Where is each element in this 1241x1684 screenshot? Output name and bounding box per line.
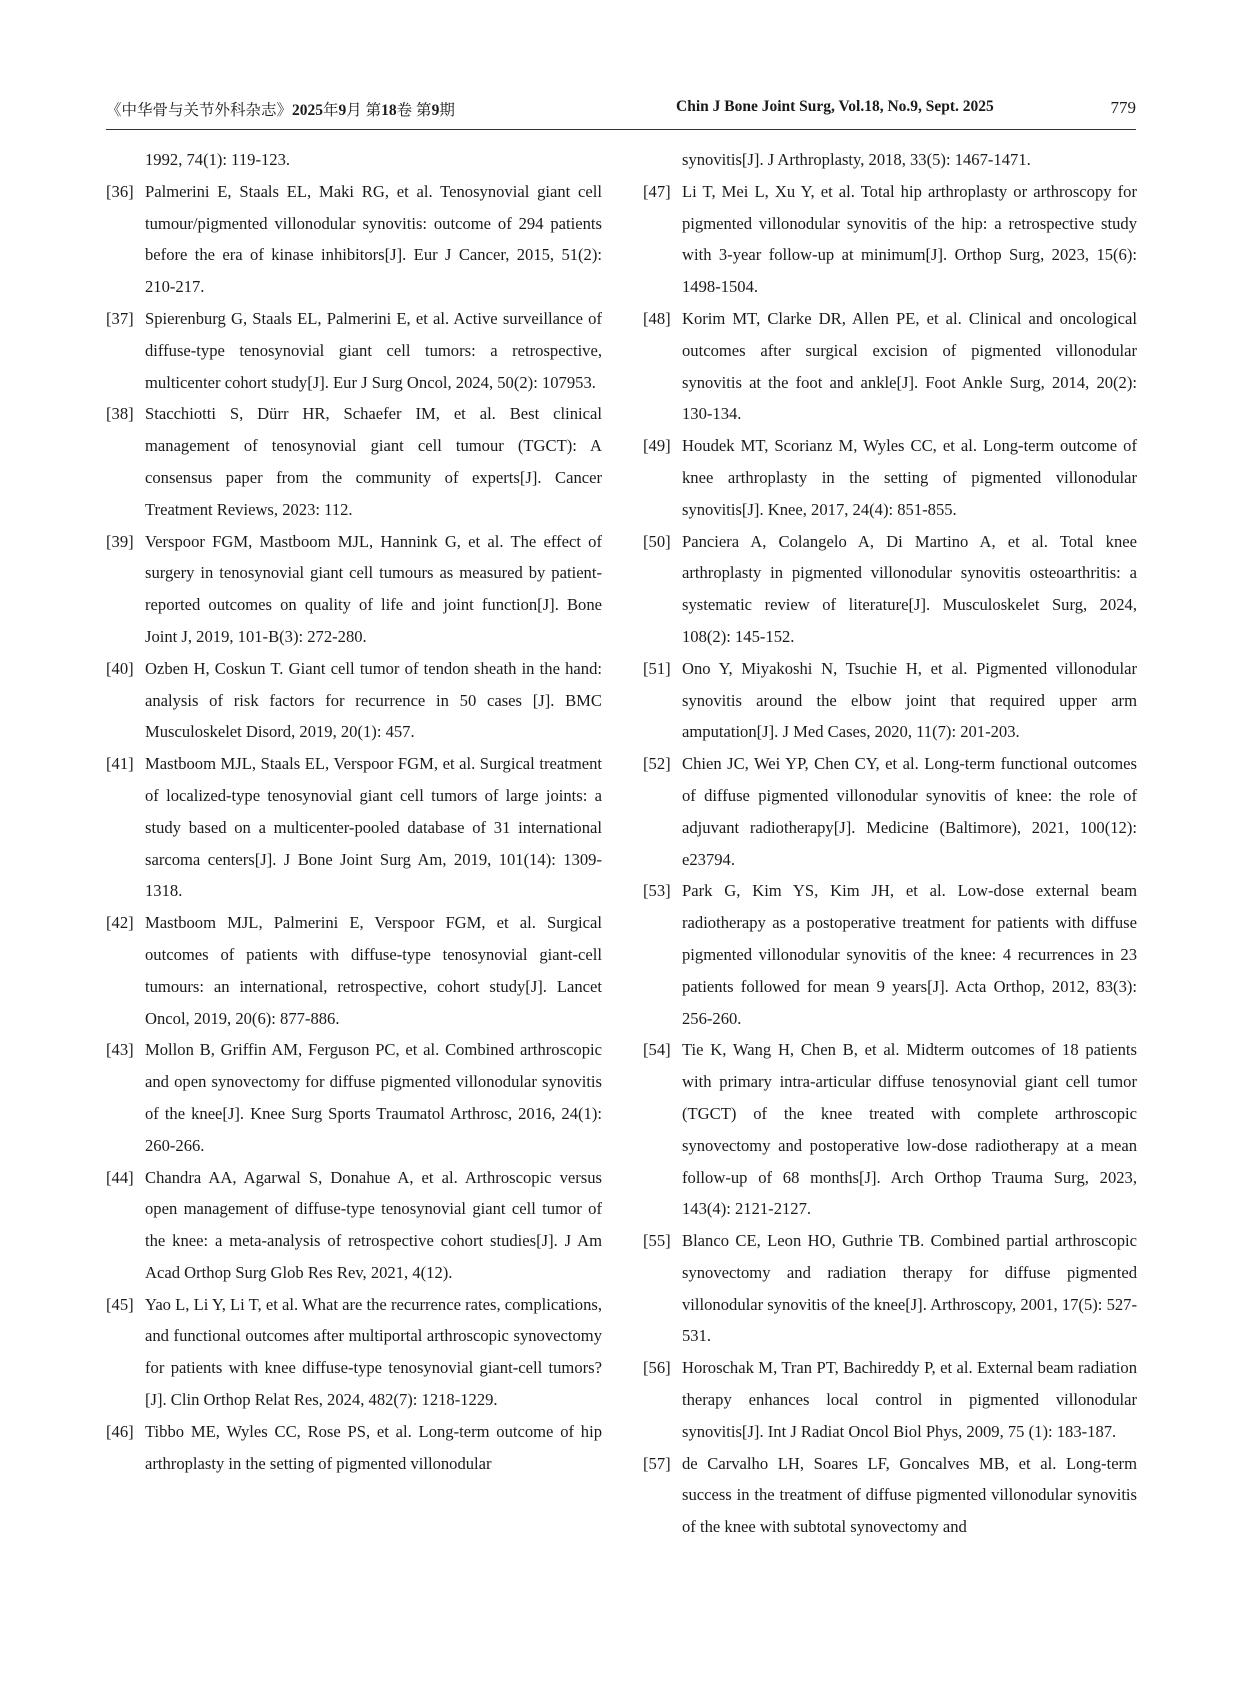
year: 2025 xyxy=(292,102,324,119)
reference-text: Yao L, Li Y, Li T, et al. What are the recurrence rates, complications, and functional outcomes after multiportal arthroscopic synovectomy for patients with knee diffuse-type tenosynovial giant-cell tumors?[J]. Clin Orthop Relat Res, 2024, 482(7): 1218-1229. xyxy=(145,1294,602,1410)
reference-item xyxy=(106,1289,602,1416)
reference-item xyxy=(643,1225,1137,1352)
reference-text: Ozben H, Coskun T. Giant cell tumor of tendon sheath in the hand: analysis of risk factors for recurrence in 50 cases [J]. BMC Musculoskelet Disord, 2019, 20(1): 457. xyxy=(145,658,602,742)
reference-text: de Carvalho LH, Soares LF, Goncalves MB, et al. Long-term success in the treatment of diffuse pigmented villonodular synovitis of the knee with subtotal synovectomy and xyxy=(682,1453,1137,1537)
page-number: 779 xyxy=(1110,98,1136,117)
issue: 9 xyxy=(431,102,440,119)
reference-text: Mollon B, Griffin AM, Ferguson PC, et al. Combined arthroscopic and open synovectomy for diffuse pigmented villonodular synovitis of the knee[J]. Knee Surg Sports Traumatol Arthrosc, 2016, 24(1): 260-266. xyxy=(145,1040,602,1155)
reference-item xyxy=(643,176,1137,303)
reference-item xyxy=(643,875,1137,1034)
reference-text: Houdek MT, Scorianz M, Wyles CC, et al. Long-term outcome of knee arthroplasty in the setting of pigmented villonodular synovitis[J]. Knee, 2017, 24(4): 851-855. xyxy=(682,436,1137,519)
reference-item xyxy=(643,303,1137,430)
reference-number: [36] xyxy=(106,181,134,201)
reference-text: Park G, Kim YS, Kim JH, et al. Low-dose external beam radiotherapy as a postoperative treatment for patients with diffuse pigmented villonodular synovitis of the knee: 4 recurrences in 23 patients followed for mean 9 years[J]. Acta Orthop, 2012, 83(3): 256-260. xyxy=(682,881,1137,1028)
reference-number: [54] xyxy=(643,1040,671,1060)
reference-number: [51] xyxy=(643,658,671,678)
reference-text: Korim MT, Clarke DR, Allen PE, et al. Clinical and oncological outcomes after surgical excision of pigmented villonodular synovitis at the foot and ankle[J]. Foot Ankle Surg, 2014, 20(2): 130-134. xyxy=(682,308,1137,424)
reference-item xyxy=(643,1448,1137,1543)
reference-text: Tie K, Wang H, Chen B, et al. Midterm outcomes of 18 patients with primary intra-articular diffuse tenosynovial giant cell tumor (TGCT) of the knee treated with complete arthroscopic synovectomy and postoperative low-dose radiotherapy at a mean follow-up of 68 months[J]. Arch Orthop Trauma Surg, 2023, 143(4): 2121-2127. xyxy=(682,1040,1137,1219)
reference-number: [47] xyxy=(643,181,671,201)
reference-number: [53] xyxy=(643,881,671,901)
reference-text: Li T, Mei L, Xu Y, et al. Total hip arthroplasty or arthroscopy for pigmented villonodular synovitis of the hip: a retrospective study with 3-year follow-up at minimum[J]. Orthop Surg, 2023, 15(6): 1498-1504. xyxy=(682,181,1137,297)
volume: 18 xyxy=(381,102,397,119)
reference-continuation: 1992, 74(1): 119-123. xyxy=(145,150,291,169)
year-unit: 年 xyxy=(323,102,339,119)
header-rule xyxy=(106,129,1136,130)
reference-text: Verspoor FGM, Mastboom MJL, Hannink G, et al. The effect of surgery in tenosynovial giant cell tumours as measured by patient-reported outcomes on quality of life and joint function[J]. Bone Joint J, 2019, 101-B(3): 272-280. xyxy=(145,531,602,646)
reference-number: [37] xyxy=(106,308,134,328)
journal-title-chinese xyxy=(106,98,455,120)
issue-unit: 期 xyxy=(439,102,455,119)
reference-item xyxy=(643,653,1137,748)
left-column xyxy=(106,144,602,1479)
reference-list xyxy=(643,176,1137,1543)
reference-text: Stacchiotti S, Dürr HR, Schaefer IM, et al. Best clinical management of tenosynovial giant cell tumour (TGCT): A consensus paper from the community of experts[J]. Cancer Treatment Reviews, 2023: 112. xyxy=(145,404,602,519)
reference-number: [52] xyxy=(643,754,671,774)
reference-text: Chien JC, Wei YP, Chen CY, et al. Long-term functional outcomes of diffuse pigmented villonodular synovitis of knee: the role of adjuvant radiotherapy[J]. Medicine (Baltimore), 2021, 100(12): e23794. xyxy=(682,754,1137,869)
reference-item xyxy=(106,303,602,398)
reference-item xyxy=(106,1034,602,1161)
journal-name-cn: 《中华骨与关节外科杂志》 xyxy=(106,102,293,119)
reference-number: [56] xyxy=(643,1358,671,1378)
right-column xyxy=(643,144,1137,1543)
reference-number: [42] xyxy=(106,913,134,933)
journal-title-english: Chin J Bone Joint Surg, Vol.18, No.9, Sept. 2025 xyxy=(676,98,994,115)
reference-item xyxy=(643,1352,1137,1447)
reference-item xyxy=(643,1034,1137,1225)
running-header xyxy=(106,96,1136,126)
reference-text: Ono Y, Miyakoshi N, Tsuchie H, et al. Pigmented villonodular synovitis around the elbow joint that required upper arm amputation[J]. J Med Cases, 2020, 11(7): 201-203. xyxy=(682,658,1137,742)
reference-item xyxy=(643,430,1137,525)
reference-item xyxy=(106,526,602,653)
reference-text: Chandra AA, Agarwal S, Donahue A, et al. Arthroscopic versus open management of diffuse-type tenosynovial giant cell tumor of the knee: a meta-analysis of retrospective cohort studies[J]. J Am Acad Orthop Surg Glob Res Rev, 2021, 4(12). xyxy=(145,1167,602,1282)
reference-number: [38] xyxy=(106,404,134,424)
reference-text: Horoschak M, Tran PT, Bachireddy P, et al. External beam radiation therapy enhances local control in pigmented villonodular synovitis[J]. Int J Radiat Oncol Biol Phys, 2009, 75 (1): 183-187. xyxy=(682,1358,1137,1441)
reference-number: [50] xyxy=(643,531,671,551)
reference-item xyxy=(106,907,602,1034)
reference-number: [46] xyxy=(106,1421,134,1441)
reference-text: Mastboom MJL, Palmerini E, Verspoor FGM, et al. Surgical outcomes of patients with diffuse-type tenosynovial giant-cell tumours: an international, retrospective, cohort study[J]. Lancet Oncol, 2019, 20(6): 877-886. xyxy=(145,913,602,1028)
reference-item xyxy=(643,526,1137,653)
reference-item xyxy=(106,1162,602,1289)
month-unit: 月 第 xyxy=(346,102,382,119)
reference-item xyxy=(106,398,602,525)
reference-number: [39] xyxy=(106,531,134,551)
volume-unit: 卷 第 xyxy=(396,102,432,119)
reference-item xyxy=(643,748,1137,875)
reference-number: [40] xyxy=(106,658,134,678)
reference-number: [57] xyxy=(643,1453,671,1473)
reference-number: [55] xyxy=(643,1231,671,1251)
reference-text: Blanco CE, Leon HO, Guthrie TB. Combined partial arthroscopic synovectomy and radiation therapy for diffuse pigmented villonodular synovitis of the knee[J]. Arthroscopy, 2001, 17(5): 527-531. xyxy=(682,1231,1137,1346)
month: 9 xyxy=(338,102,347,119)
reference-item xyxy=(106,1416,602,1480)
reference-number: [41] xyxy=(106,754,134,774)
reference-number: [49] xyxy=(643,436,671,456)
reference-text: Panciera A, Colangelo A, Di Martino A, et al. Total knee arthroplasty in pigmented villonodular synovitis osteoarthritis: a systematic review of literature[J]. Musculoskelet Surg, 2024, 108(2): 145-152. xyxy=(682,531,1137,646)
reference-text: Spierenburg G, Staals EL, Palmerini E, et al. Active surveillance of diffuse-type tenosynovial giant cell tumors: a retrospective, multicenter cohort study[J]. Eur J Surg Oncol, 2024, 50(2): 107953. xyxy=(145,308,602,392)
reference-number: [43] xyxy=(106,1040,134,1060)
reference-item xyxy=(106,176,602,303)
reference-text: Palmerini E, Staals EL, Maki RG, et al. Tenosynovial giant cell tumour/pigmented villonodular synovitis: outcome of 294 patients before the era of kinase inhibitors[J]. Eur J Cancer, 2015, 51(2): 210-217. xyxy=(145,181,602,297)
reference-number: [48] xyxy=(643,308,671,328)
reference-list xyxy=(106,176,602,1480)
reference-item xyxy=(106,653,602,748)
reference-continuation: synovitis[J]. J Arthroplasty, 2018, 33(5): 1467-1471. xyxy=(682,150,1031,169)
reference-number: [44] xyxy=(106,1167,134,1187)
reference-text: Tibbo ME, Wyles CC, Rose PS, et al. Long-term outcome of hip arthroplasty in the setting of pigmented villonodular xyxy=(145,1421,602,1473)
reference-text: Mastboom MJL, Staals EL, Verspoor FGM, et al. Surgical treatment of localized-type tenosynovial giant cell tumors of large joints: a study based on a multicenter-pooled database of 31 international sarcoma centers[J]. J Bone Joint Surg Am, 2019, 101(14): 1309-1318. xyxy=(145,754,602,901)
reference-item xyxy=(106,748,602,907)
reference-number: [45] xyxy=(106,1294,134,1314)
